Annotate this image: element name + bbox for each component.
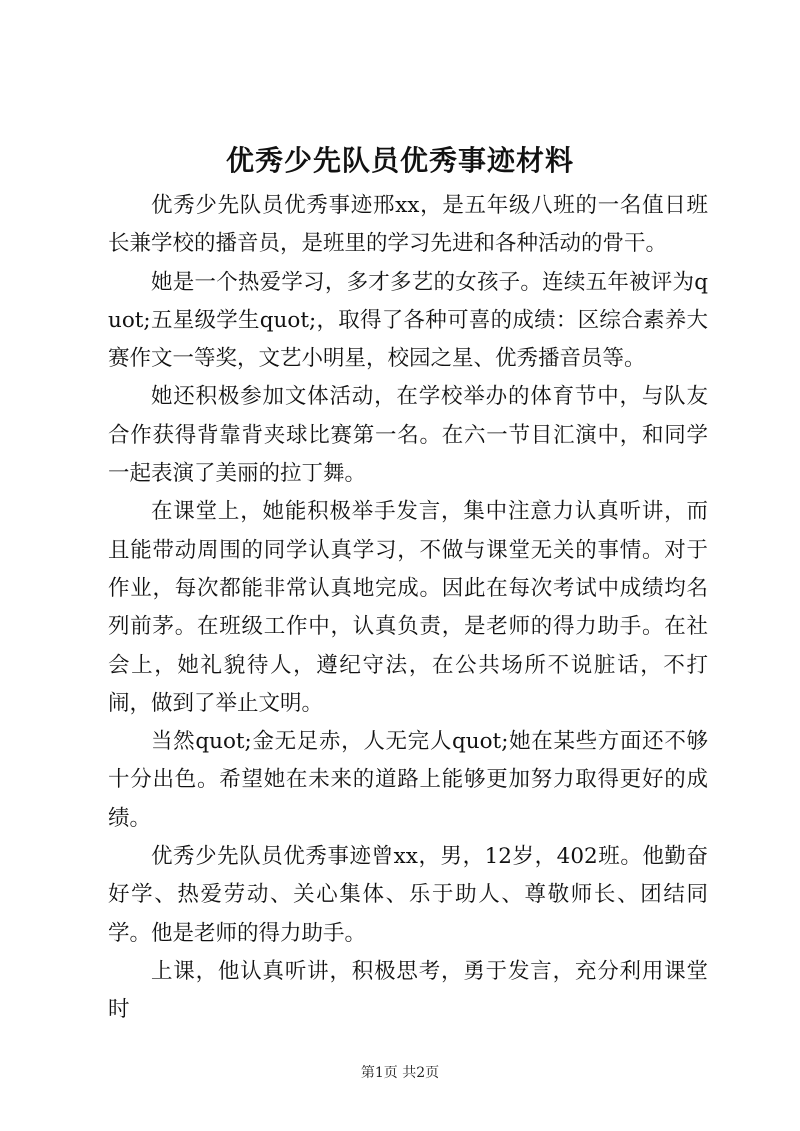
paragraph-5: 当然quot;金无足赤，人无完人quot;她在某些方面还不够十分出色。希望她在未来的道路上能够更加努力取得更好的成绩。 <box>108 729 708 831</box>
paragraph-7: 上课，他认真听讲，积极思考，勇于发言，充分利用课堂时 <box>108 958 708 1023</box>
paragraph-2: 她是一个热爱学习，多才多艺的女孩子。连续五年被评为quot;五星级学生quot;，取得了各种可喜的成绩：区综合素养大赛作文一等奖，文艺小明星，校园之星、优秀播音员等。 <box>108 269 708 372</box>
page-number-footer: 第1页 共2页 <box>360 1065 440 1081</box>
document-title: 优秀少先队员优秀事迹材料 <box>225 144 574 177</box>
paragraph-6: 优秀少先队员优秀事迹曾xx，男，12岁，402班。他勤奋好学、热爱劳动、关心集体、乐于助人、尊敬师长、团结同学。他是老师的得力助手。 <box>108 844 708 946</box>
paragraph-4: 在课堂上，她能积极举手发言，集中注意力认真听讲，而且能带动周围的同学认真学习，不做与课堂无关的事情。对于作业，每次都能非常认真地完成。因此在每次考试中成绩均名列前茅。在班级工作中，认真负责，是老师的得力助手。在社会上，她礼貌待人，遵纪守法，在公共场所不说脏话，不打闹，做到了举止文明。 <box>108 499 708 716</box>
paragraph-1: 优秀少先队员优秀事迹邢xx，是五年级八班的一名值日班长兼学校的播音员，是班里的学习先进和各种活动的骨干。 <box>108 193 708 257</box>
paragraph-3: 她还积极参加文体活动，在学校举办的体育节中，与队友合作获得背靠背夹球比赛第一名。在六一节目汇演中，和同学一起表演了美丽的拉丁舞。 <box>108 384 708 487</box>
document-body <box>108 187 708 1030</box>
